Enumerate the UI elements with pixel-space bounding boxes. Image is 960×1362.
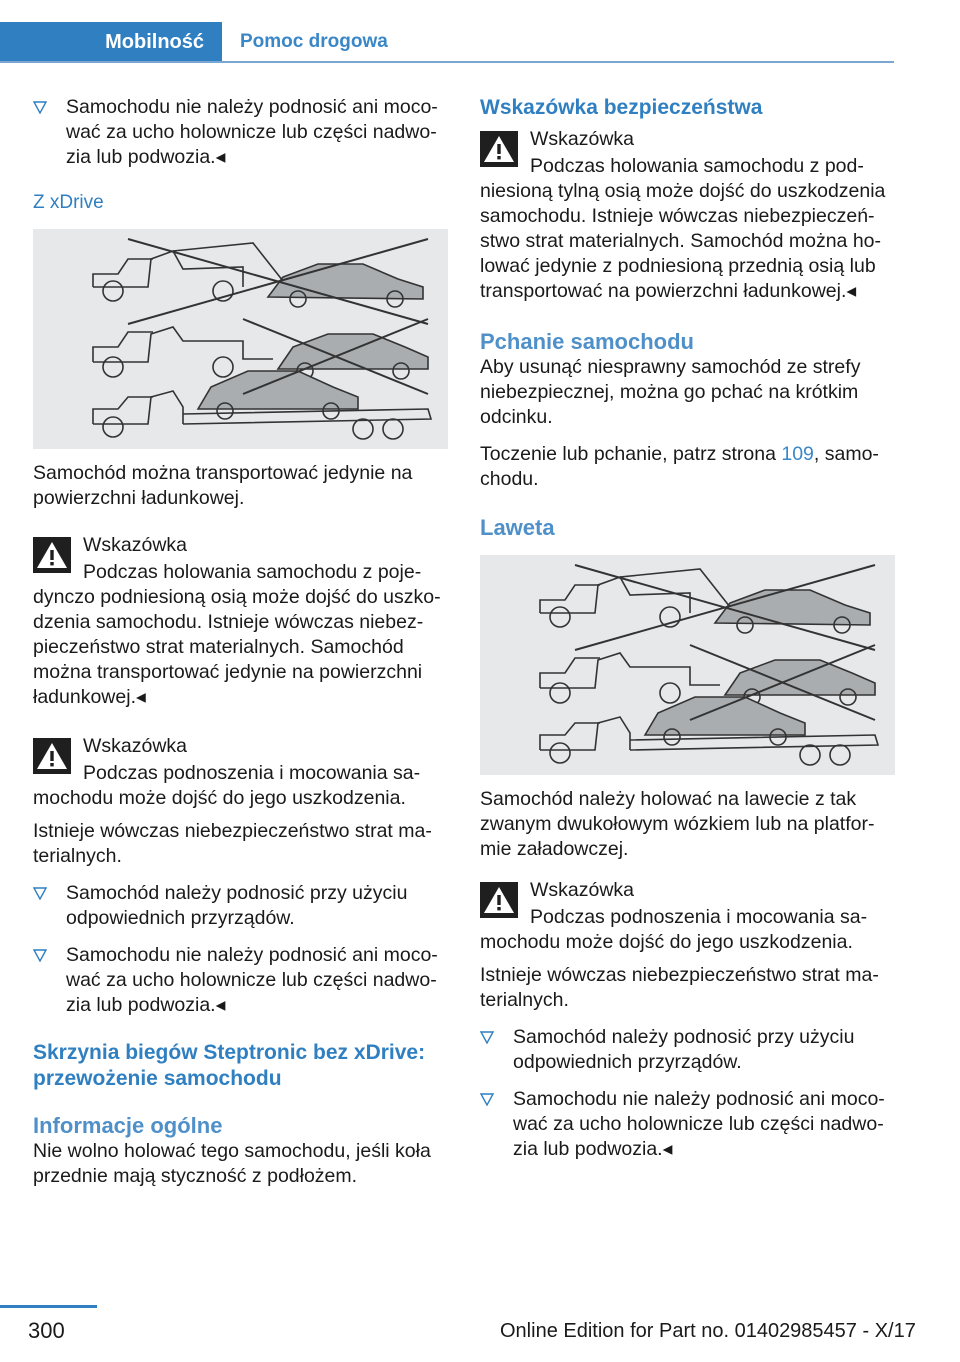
figure-caption: Samochód można transportować jedynie na powierzchni ładunkowej.	[33, 462, 413, 509]
triangle-bullet-icon	[33, 948, 47, 962]
flatbed-illustration	[480, 555, 895, 775]
list-item-text: Samochód należy podnosić przy użyciu odpowiednich przyrządów.	[513, 1026, 855, 1073]
warning-icon	[33, 537, 71, 573]
tow-truck-diagram-icon	[33, 229, 448, 449]
tow-truck-diagram-icon	[480, 555, 895, 775]
list-item	[33, 943, 448, 1018]
triangle-bullet-icon	[480, 1092, 494, 1106]
page-number: 300	[28, 1318, 65, 1343]
warning-text: mochodu może dojść do jego uszkodzenia.	[33, 787, 406, 809]
warning-title: Wskazówka	[530, 128, 635, 150]
warning-title: Wskazówka	[83, 735, 188, 757]
warning-icon	[33, 738, 71, 774]
warning-icon	[480, 882, 518, 918]
towing-illustration	[33, 229, 448, 449]
list-item	[33, 881, 448, 931]
subsection-heading: Informacje ogólne	[33, 1113, 223, 1138]
risk-paragraph: Istnieje wówczas niebezpieczeństwo strat ma-terialnych.	[480, 964, 879, 1011]
triangle-bullet-icon	[33, 100, 47, 114]
warning-title: Wskazówka	[530, 879, 635, 901]
warning-first-line: Podczas holowania samochodu z poje-	[83, 561, 422, 583]
warning-block	[33, 533, 448, 710]
list-item-text: Samochodu nie należy podnosić ani moco-wać za ucho holownicze lub części nadwo-zia lub podwozia.◂	[513, 1088, 885, 1160]
section-heading: Skrzynia biegów Steptronic bez xDrive: przewożenie samochodu	[33, 1041, 426, 1090]
triangle-bullet-icon	[480, 1030, 494, 1044]
warning-first-line: Podczas podnoszenia i mocowania sa-	[530, 906, 868, 928]
list-item-text: Samochodu nie należy podnosić ani moco-wać za ucho holownicze lub części nadwo-zia lub podwozia.◂	[66, 96, 438, 168]
tow-text-after: , samo-chodu.	[480, 443, 879, 490]
footer-accent-bar	[0, 1305, 97, 1308]
list-item	[480, 1087, 895, 1162]
header-rule	[0, 61, 894, 63]
subsection-label: Z xDrive	[33, 192, 104, 213]
warning-text: niesioną tylną osią może dojść do uszkodzenia samochodu. Istnieje wówczas niebezpieczeń-stwo strat materialnych. Samochód można ho-lować jedynie z podniesioną przednią osią lub transportować na powierzchni ładunkowej.◂	[480, 180, 886, 302]
list-item-text: Samochód należy podnosić przy użyciu odpowiednich przyrządów.	[66, 882, 408, 929]
list-item	[33, 95, 448, 170]
tab-mobilnosc[interactable]: Mobilność	[0, 22, 222, 62]
page-link-109[interactable]: 109	[781, 443, 814, 465]
warning-first-line: Podczas podnoszenia i mocowania sa-	[83, 762, 421, 784]
left-column	[33, 95, 448, 1189]
risk-paragraph: Istnieje wówczas niebezpieczeństwo strat ma-terialnych.	[33, 820, 432, 867]
warning-first-line: Podczas holowania samochodu z pod-	[530, 155, 864, 177]
figure-caption: Samochód należy holować na lawecie z tak zwanym dwukołowym wózkiem lub na platfor-mie załadowczej.	[480, 788, 875, 860]
warning-text: mochodu może dojść do jego uszkodzenia.	[480, 931, 853, 953]
general-info-text: Nie wolno holować tego samochodu, jeśli koła przednie mają styczność z podłożem.	[33, 1140, 431, 1187]
warning-block	[480, 878, 895, 955]
safety-heading: Wskazówka bezpieczeństwa	[480, 96, 763, 119]
list-item	[480, 1025, 895, 1075]
list-item-text: Samochodu nie należy podnosić ani moco-wać za ucho holownicze lub części nadwo-zia lub podwozia.◂	[66, 944, 438, 1016]
warning-icon	[480, 131, 518, 167]
tab-pomoc-drogowa[interactable]: Pomoc drogowa	[222, 22, 894, 62]
triangle-bullet-icon	[33, 886, 47, 900]
tow-reference	[480, 442, 895, 492]
laweta-heading: Laweta	[480, 515, 555, 540]
page-header	[0, 0, 960, 62]
push-text: Aby usunąć niesprawny samochód ze strefy niebezpiecznej, można go pchać na krótkim odcinku.	[480, 356, 861, 428]
warning-block	[33, 734, 448, 811]
warning-block	[480, 127, 895, 304]
tow-text-before: Toczenie lub pchanie, patrz strona	[480, 443, 782, 465]
push-heading: Pchanie samochodu	[480, 329, 694, 354]
right-column	[480, 95, 895, 1174]
edition-text: Online Edition for Part no. 01402985457 - X/17	[500, 1320, 916, 1342]
warning-text: dynczo podniesioną osią może dojść do uszko-dzenia samochodu. Istnieje wówczas niebez-pieczeństwo strat materialnych. Samochód można transportować jedynie na powierzchni ładunkowej.◂	[33, 586, 441, 708]
warning-title: Wskazówka	[83, 534, 188, 556]
